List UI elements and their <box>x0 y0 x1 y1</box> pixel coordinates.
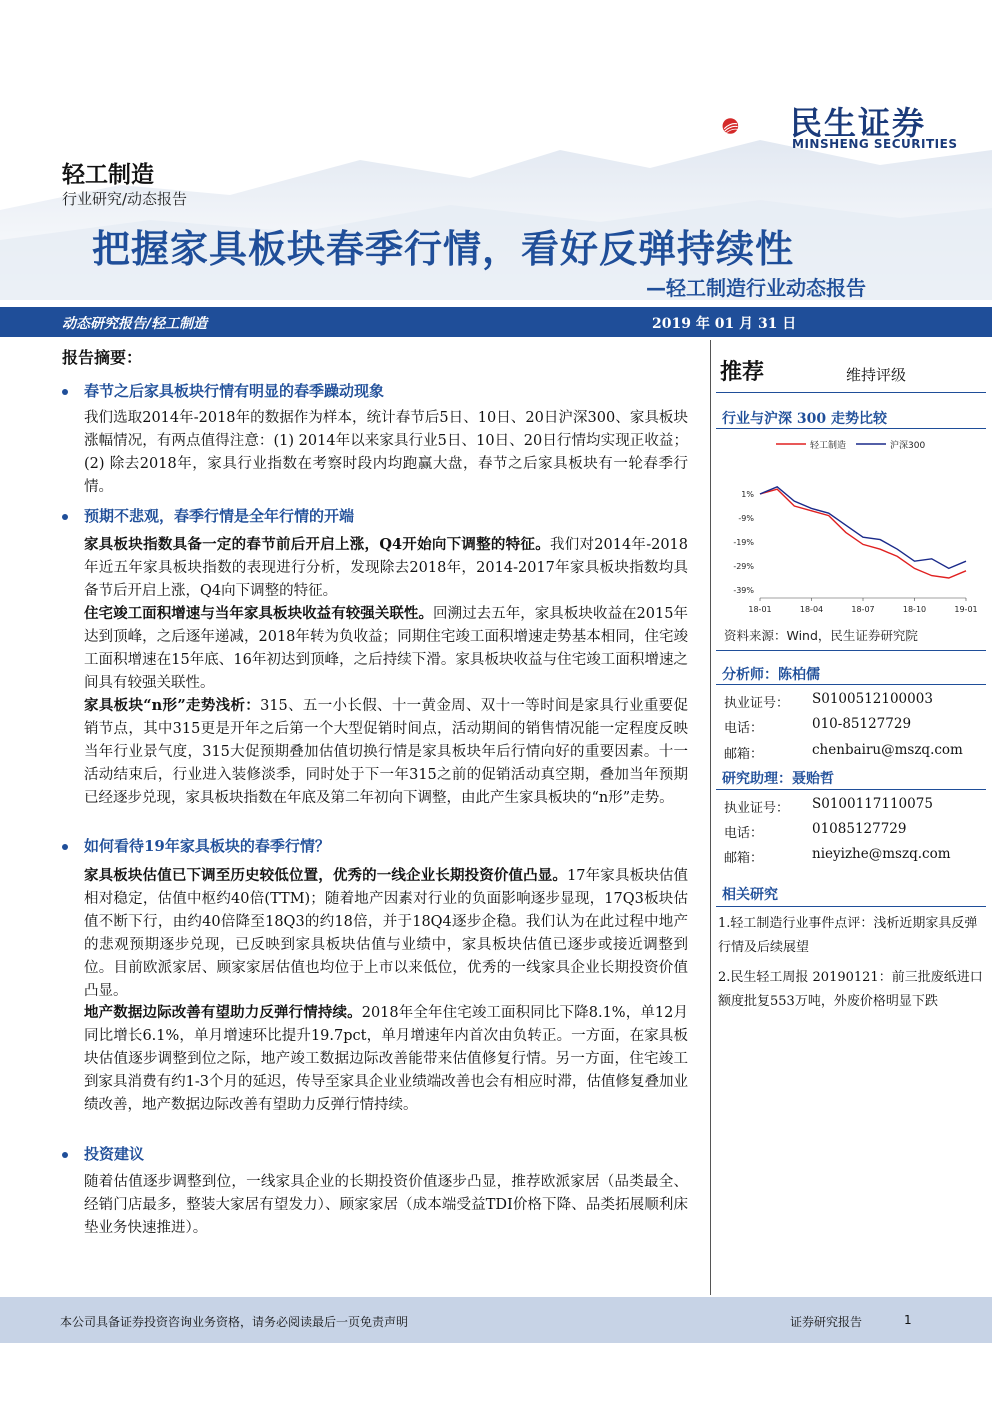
report-category: 行业研究/动态报告 <box>62 190 188 208</box>
related-item[interactable]: 1.轻工制造行业事件点评：浅析近期家具反弹行情及后续展望 <box>718 916 978 955</box>
series-line <box>760 487 966 569</box>
related-item[interactable]: 2.民生轻工周报 20190121：前三批废纸进口额度批复553万吨，外废价格明显下跌 <box>718 970 983 1009</box>
x-tick-label: 18-07 <box>851 605 875 614</box>
bullet-icon <box>62 514 68 520</box>
section-paragraph: 家具板块“n形”走势浅析：315、五一小长假、十一黄金周、双十一等时间是家具行业重要促销节点，其中315更是开年之后第一个大型促销时间点，活动期间的销售情况能一定程度反映当年行业景气度，315大促预期叠加估值切换行情是家具板块年后行情向好的重要因素。十一活动结束后，行业进入装修淡季，同时处于下一年315之前的促销活动真空期，叠加当年预期已经逐步兑现，家具板块指数在年底及第二年初向下调整，由此产生家具板块的“n形”走势。 <box>84 697 688 806</box>
divider <box>716 428 986 429</box>
report-title: 把握家具板块春季行情，看好反弹持续性 <box>92 227 795 271</box>
y-tick-label: -19% <box>733 538 754 547</box>
chart-lines <box>760 487 966 578</box>
footer-disclaimer: 本公司具备证券投资咨询业务资格，请务必阅读最后一页免责声明 <box>60 1315 409 1329</box>
chart-axes <box>733 490 977 614</box>
x-tick-label: 18-01 <box>748 605 772 614</box>
chart-source: 资料来源：Wind，民生证券研究院 <box>724 628 918 643</box>
bullet-icon <box>62 389 68 395</box>
footer-label: 证券研究报告 <box>790 1315 863 1329</box>
analyst-phone-label: 电话： <box>724 721 764 736</box>
analyst-email-label: 邮箱： <box>724 747 764 762</box>
chart-legend <box>776 439 925 451</box>
rating-label: 维持评级 <box>846 366 907 384</box>
band-date: 2019 年 01 月 31 日 <box>652 316 797 332</box>
section-paragraph: 家具板块指数具备一定的春节前后开启上涨，Q4开始向下调整的特征。我们对2014年-2018年近五年家具板块指数的表现进行分析，发现除去2018年，2014-2017年家具板块指数均具备节后开启上涨，Q4向下调整的特征。 <box>84 536 689 599</box>
related-heading: 相关研究 <box>722 887 778 903</box>
divider <box>716 684 986 685</box>
analyst-heading: 分析师：陈柏儒 <box>722 667 820 683</box>
section-paragraph: 我们选取2014年-2018年的数据作为样本，统计春节后5日、10日、20日沪深300、家具板块涨幅情况，有两点值得注意：(1) 2014年以来家具行业5日、10日、20日行情均实现正收益；(2) 除去2018年，家具行业指数在考察时段内均跑赢大盘，春节之后家具板块有一轮春季行情。 <box>84 410 688 495</box>
assistant-email-value[interactable]: nieyizhe@mszq.com <box>812 846 951 862</box>
section-paragraph: 住宅竣工面积增速与当年家具板块收益有较强关联性。回溯过去五年，家具板块收益在2015年达到顶峰，之后逐年递减，2018年转为负收益；同期住宅竣工面积增速走势基本相同，住宅竣工面积增速在15年底、16年初达到顶峰，之后持续下滑。家具板块收益与住宅竣工面积增速之间具有较强关联性。 <box>84 605 688 691</box>
x-tick-label: 19-01 <box>954 605 978 614</box>
brand-name-cn: 民生证券 <box>790 104 927 142</box>
brand-logo-icon <box>722 96 786 156</box>
section-heading: 春节之后家具板块行情有明显的春季躁动现象 <box>84 382 385 400</box>
y-tick-label: -9% <box>738 514 754 523</box>
section-paragraph: 随着估值逐步调整到位，一线家具企业的长期投资价值逐步凸显，推荐欧派家居（品类最全、经销门店最多，整装大家居有望发力）、顾家家居（成本端受益TDI价格下降、品类拓展顺利床垫业务快速推进）。 <box>84 1174 688 1236</box>
divider <box>716 906 986 907</box>
divider <box>716 789 986 790</box>
bullet-icon <box>62 1152 68 1158</box>
analyst-phone-value: 010-85127729 <box>812 716 912 732</box>
section-heading: 投资建议 <box>84 1145 145 1163</box>
series-line <box>760 489 966 578</box>
y-tick-label: -39% <box>733 586 754 595</box>
assistant-phone-label: 电话： <box>724 826 764 841</box>
bullet-icon <box>62 844 68 850</box>
analyst-email-value[interactable]: chenbairu@mszq.com <box>812 742 963 758</box>
x-tick-label: 18-04 <box>799 605 824 614</box>
chart-heading: 行业与沪深 300 走势比较 <box>722 411 887 427</box>
recommendation: 推荐 <box>720 360 765 385</box>
sector-title: 轻工制造 <box>62 162 154 188</box>
page-number: 1 <box>904 1313 912 1327</box>
y-tick-label: 1% <box>741 490 754 499</box>
index-comparison-chart <box>716 430 986 620</box>
section-paragraph: 地产数据边际改善有望助力反弹行情持续。2018年全年住宅竣工面积同比下降8.1%，单12月同比增长6.1%，单月增速环比提升19.7pct，单月增速年内首次由负转正。一方面，在家具板块估值逐步调整到位之际，地产竣工数据边际改善能带来估值修复行情。另一方面，住宅竣工到家具消费有约1-3个月的延迟，传导至家具企业业绩端改善也会有相应时滞，估值修复叠加业绩改善，地产数据边际改善有望助力反弹行情持续。 <box>84 1004 688 1113</box>
y-tick-label: -29% <box>733 562 754 571</box>
divider <box>716 392 986 393</box>
section-paragraph: 家具板块估值已下调至历史较低位置，优秀的一线企业长期投资价值凸显。17年家具板块估值相对稳定，估值中枢约40倍(TTM)；随着地产因素对行业的负面影响逐步显现，17Q3板块估值不断下行，由约40倍降至18Q3的约18倍，并于18Q4逐步企稳。我们认为在此过程中地产的悲观预期逐步兑现，已反映到家具板块估值与业绩中，家具板块估值已逐步或接近调整到位。目前欧派家居、顾家家居估值也均位于上市以来低位，优秀的一线家具企业长期投资价值凸显。 <box>84 867 688 999</box>
assistant-phone-value: 01085127729 <box>812 821 907 837</box>
legend-label: 轻工制造 <box>810 441 847 451</box>
brand-name-en: MINSHENG SECURITIES <box>792 137 958 151</box>
column-divider <box>710 340 711 1295</box>
assistant-email-label: 邮箱： <box>724 851 764 866</box>
legend-label: 沪深300 <box>890 441 926 451</box>
section-heading: 预期不悲观，春季行情是全年行情的开端 <box>84 507 355 525</box>
assistant-license-value: S0100117110075 <box>812 796 933 812</box>
band-report-type: 动态研究报告/轻工制造 <box>62 316 208 332</box>
section-heading: 如何看待19年家具板块的春季行情？ <box>84 837 330 855</box>
analyst-license-value: S0100512100003 <box>812 691 933 707</box>
assistant-heading: 研究助理：聂贻哲 <box>722 771 834 787</box>
divider <box>716 650 986 651</box>
report-subtitle: —轻工制造行业动态报告 <box>646 276 866 300</box>
assistant-license-label: 执业证号： <box>724 801 790 816</box>
abstract-heading: 报告摘要： <box>62 348 143 367</box>
x-tick-label: 18-10 <box>902 605 927 614</box>
analyst-license-label: 执业证号： <box>724 696 790 711</box>
